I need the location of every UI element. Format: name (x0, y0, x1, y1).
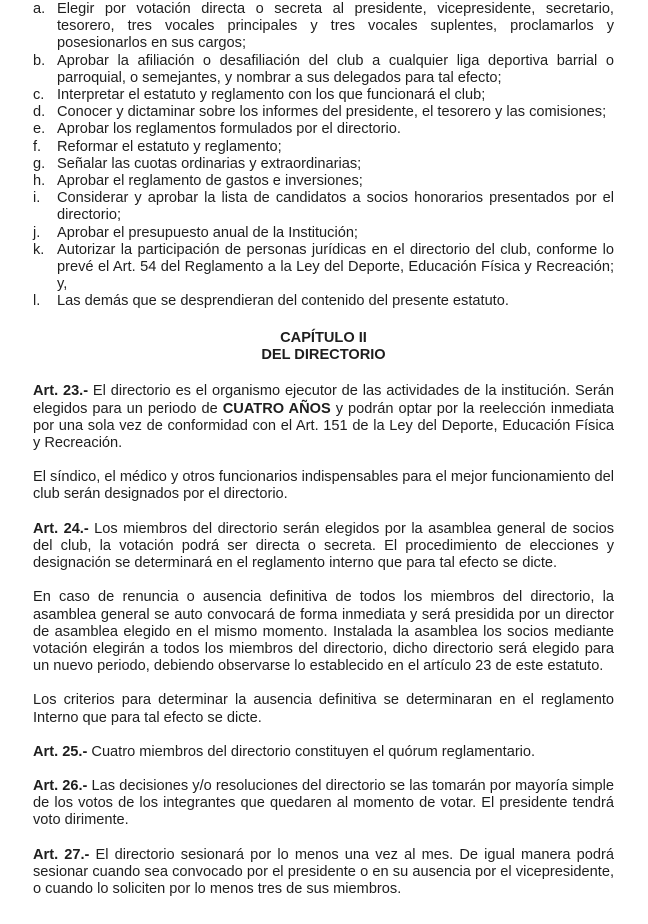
article-27 (33, 847, 614, 899)
list-text: Aprobar el reglamento de gastos e inversiones; (57, 173, 363, 190)
article-text: Las decisiones y/o resoluciones del directorio se las tomarán por mayoría simple de los votos de los integrantes que quedaren al momento de votar. El presidente tendrá voto dirimente. (33, 777, 614, 829)
list-text: Aprobar el presupuesto anual de la Institución; (57, 224, 358, 241)
list-letter: c. (33, 87, 45, 104)
paragraph-criterios: Los criterios para determinar la ausencia definitiva se determinaran en el reglamento Interno que para tal efecto se dicte. (33, 692, 614, 726)
chapter-number: CAPÍTULO II (280, 329, 367, 346)
list-letter: g. (33, 155, 46, 172)
paragraph-sindico: El síndico, el médico y otros funcionarios indispensables para el mejor funcionamiento del club serán designados por el directorio. (33, 469, 614, 503)
list-text: Reformar el estatuto y reglamento; (57, 138, 282, 155)
list-item (33, 156, 614, 173)
list-item (33, 104, 614, 121)
list-letter: d. (33, 104, 46, 121)
list-letter: f. (33, 138, 42, 155)
list-item (33, 121, 614, 138)
list-item (33, 190, 614, 224)
list-letter: b. (33, 52, 46, 69)
list-letter: j. (33, 224, 41, 241)
article-25 (33, 744, 614, 761)
list-item (33, 225, 614, 242)
article-text: Los miembros del directorio serán elegidos por la asamblea general de socios del club, la votación podrá ser directa o secreta. El procedimiento de elecciones y designación se determinará en el reglamento interno que para tal efecto se dicte. (33, 520, 615, 572)
list-text: Las demás que se desprendieran del contenido del presente estatuto. (57, 293, 509, 310)
list-item (33, 1, 614, 53)
paragraph-renuncia: En caso de renuncia o ausencia definitiva de todos los miembros del directorio, la asamblea general se auto convocará de forma inmediata y será presidida por un director de asamblea elegido en el mismo momento. Instalada la asamblea los socios mediante votación elegirán a todos los miembros del directorio, dicho directorio será elegido para un nuevo periodo, debiendo observarse lo establecido en el artículo 23 de este estatuto. (33, 589, 614, 675)
article-label: Art. 24.- (33, 520, 89, 537)
list-letter: l. (33, 293, 41, 310)
article-label: Art. 26.- (33, 777, 88, 794)
article-26 (33, 778, 614, 830)
list-text: Conocer y dictaminar sobre los informes del presidente, el tesorero y las comisiones; (57, 104, 607, 121)
list-letter: k. (33, 241, 45, 258)
document-page (33, 0, 614, 898)
article-emphasis: CUATRO AÑOS (222, 400, 331, 417)
list-item (33, 293, 614, 310)
list-letter: a. (33, 1, 46, 17)
article-label: Art. 23.- (33, 383, 89, 400)
list-letter: e. (33, 121, 46, 138)
list-item (33, 242, 614, 294)
list-item (33, 173, 614, 190)
list-text: Considerar y aprobar la lista de candidatos a socios honorarios presentados por el directorio; (57, 190, 614, 224)
article-text: Cuatro miembros del directorio constituyen el quórum reglamentario. (87, 743, 536, 760)
list-text: Aprobar la afiliación o desafiliación del club a cualquier liga deportiva barrial o parroquial, o semejantes, y nombrar a sus delegados para tal efecto; (57, 52, 614, 86)
list-text: Elegir por votación directa o secreta al presidente, vicepresidente, secretario, tesorero, tres vocales principales y tres vocales suplentes, proclamarlos y posesionarlos en sus cargos; (57, 1, 614, 52)
list-letter: i. (33, 190, 41, 207)
chapter-title: DEL DIRECTORIO (261, 347, 386, 364)
list-item (33, 53, 614, 87)
list-letter: h. (33, 173, 46, 190)
article-text: El directorio es el organismo ejecutor de las actividades de la institución. Serán elegidos para un periodo de (33, 383, 614, 417)
article-text: y podrán optar por la reelección inmediata por una sola vez de conformidad con el Art. 151 de la Ley del Deporte, Educación Física y Recreación. (33, 400, 614, 452)
attributions-list (33, 1, 614, 311)
list-text: Interpretar el estatuto y reglamento con los que funcionará el club; (57, 87, 486, 104)
article-24 (33, 521, 614, 573)
list-item (33, 139, 614, 156)
list-text: Aprobar los reglamentos formulados por el directorio. (57, 121, 401, 138)
article-label: Art. 27.- (33, 846, 90, 863)
list-text: Autorizar la participación de personas jurídicas en el directorio del club, conforme lo prevé el Art. 54 del Reglamento a la Ley del Deporte, Educación Física y Recreación; y, (57, 241, 614, 293)
list-item (33, 87, 614, 104)
article-text: El directorio sesionará por lo menos una vez al mes. De igual manera podrá sesionar cuando sea convocado por el presidente o en su ausencia por el vicepresidente, o cuando lo soliciten por lo menos tres de sus miembros. (33, 846, 614, 897)
article-23 (33, 383, 614, 452)
list-text: Señalar las cuotas ordinarias y extraordinarias; (57, 155, 362, 172)
chapter-heading (33, 330, 614, 365)
article-label: Art. 25.- (33, 743, 88, 760)
